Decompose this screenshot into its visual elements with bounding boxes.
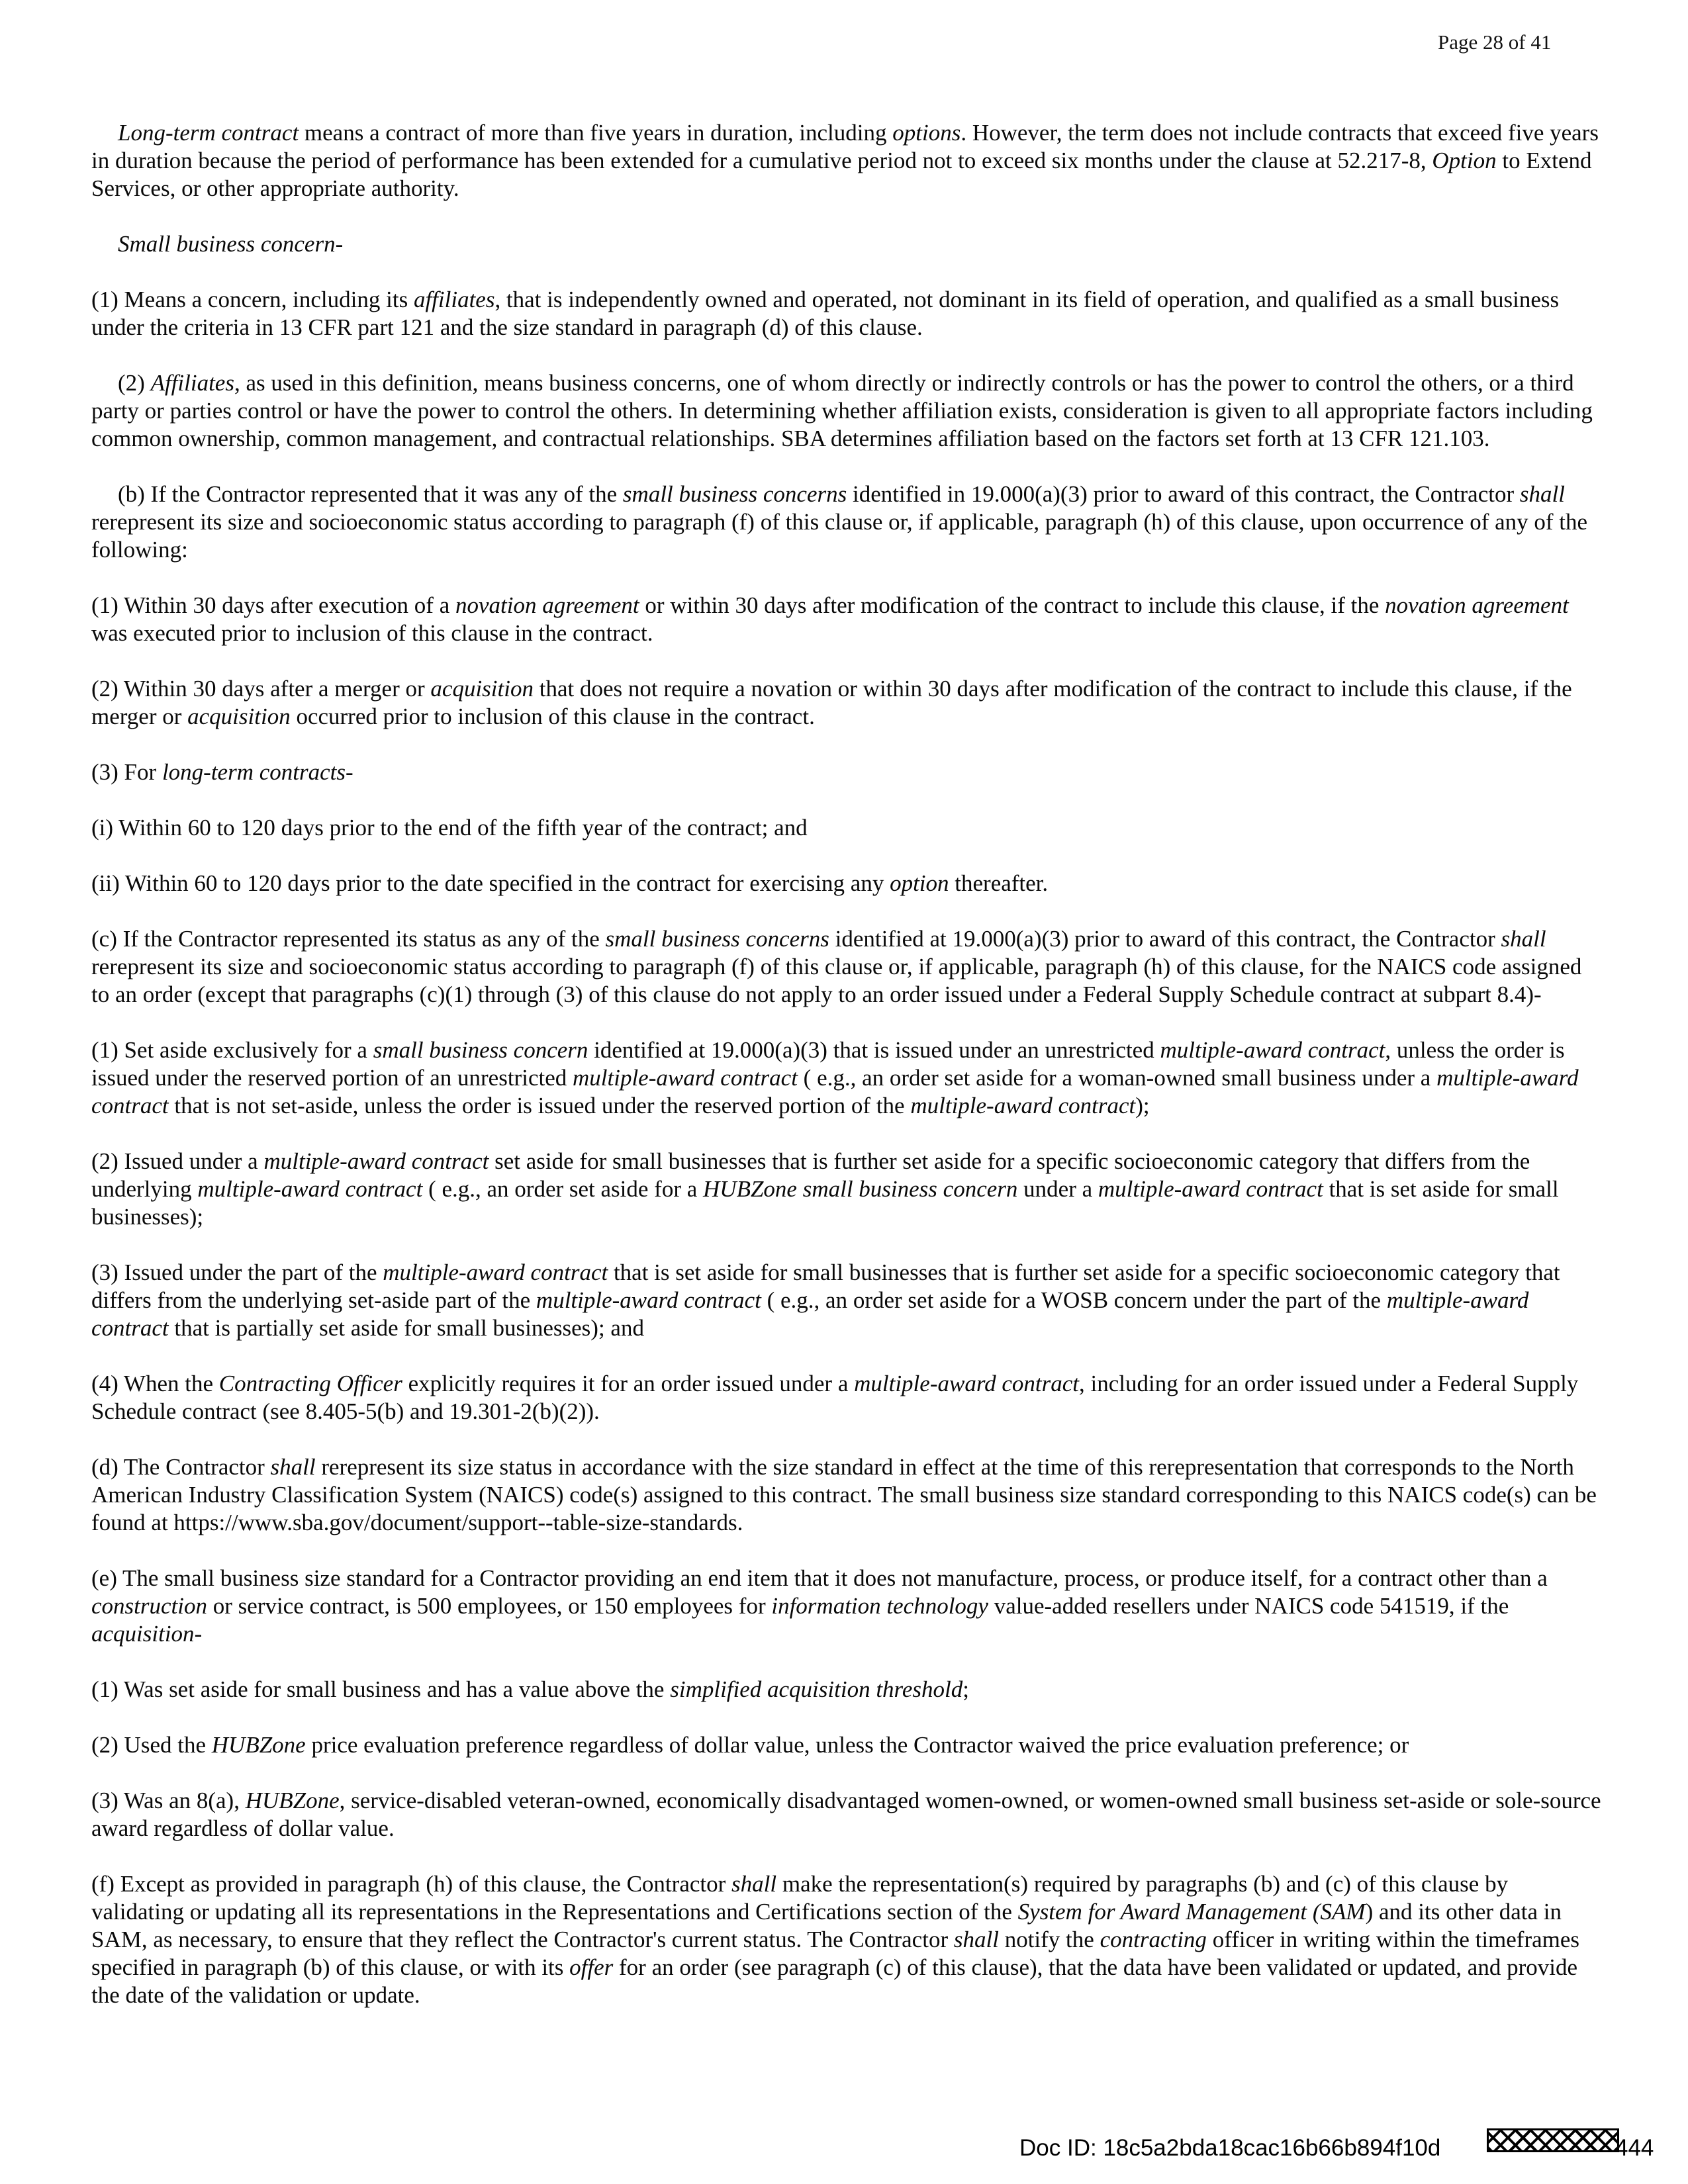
italic-term: multiple-award contract [91,1065,1579,1118]
paragraph [91,480,1602,564]
text-run: ); [1135,1093,1150,1118]
text-run: occurred prior to inclusion of this clause in the contract. [290,704,815,729]
page-number: Page 28 of 41 [1438,30,1552,54]
doc-id-suffix: 444 [1615,2135,1654,2161]
paragraph [91,814,1602,842]
text-run: , as used in this definition, means business concerns, one of whom directly or indirectly controls or has the power to control the others, or a third party or parties control or have the power to control the others. In determining whether affiliation exists, consideration is given to all appropriate factors including common ownership, common management, and contractual relationships. SBA determines affiliation based on the factors set forth at 13 CFR 121.103. [91,370,1593,451]
paragraph [91,1870,1602,2009]
text-run: or within 30 days after modification of the contract to include this clause, if the [639,592,1385,618]
italic-term: multiple-award contract [536,1287,761,1313]
paragraph [91,925,1602,1009]
text-run: ; [962,1676,969,1702]
paragraph [91,675,1602,731]
text-run: , including for an order issued under a Federal Supply Schedule contract (see 8.405-5(b) and 19.301-2(b)(2)). [91,1371,1579,1424]
italic-term: HUBZone [211,1732,306,1758]
italic-term: Long-term contract [118,120,299,146]
text-run: (1) Means a concern, including its [91,287,414,312]
paragraph [91,592,1602,647]
text-run: (d) The Contractor [91,1454,271,1480]
italic-term: small business concern [373,1037,588,1063]
text-run: ( e.g., an order set aside for a woman-owned small business under a [797,1065,1437,1091]
italic-term: novation agreement [455,592,639,618]
italic-term: option [890,870,949,896]
italic-term: offer [569,1954,614,1980]
text-run: (e) The small business size standard for a Contractor providing an end item that it does not manufacture, process, or produce itself, for a contract other than a [91,1565,1548,1591]
italic-term: construction [91,1593,207,1619]
text-run: - [335,231,344,257]
doc-id: Doc ID: 18c5a2bda18cac16b66b894f10d [1019,2135,1441,2161]
paragraph [91,1036,1602,1120]
text-run: set aside for small businesses that is further set aside for a specific socioeconomic category that differs from the underlying [91,1148,1530,1202]
italic-term: long-term contracts [162,759,346,785]
italic-term: affiliates [413,287,495,312]
italic-term: multiple-award contract [1160,1037,1385,1063]
paragraph [91,1259,1602,1342]
italic-term: Small business concern [118,231,336,257]
text-run: (3) Issued under the part of the [91,1259,383,1285]
text-run: (ii) Within 60 to 120 days prior to the date specified in the contract for exercising any [91,870,890,896]
italic-term: small business concerns [605,926,829,952]
italic-term: Affiliates [150,370,234,396]
italic-term: shall [270,1454,316,1480]
italic-term: shall [731,1871,777,1897]
text-run: value-added resellers under NAICS code 541519, if the [988,1593,1509,1619]
text-run: make the representation(s) required by paragraphs (b) and (c) of this clause by validating or updating all its representations in the Representations and Certifications section of the [91,1871,1509,1925]
text-run: , unless the order is issued under the reserved portion of an unrestricted [91,1037,1565,1091]
text-run: (4) When the [91,1371,219,1396]
text-run: (2) Issued under a [91,1148,264,1174]
italic-term: HUBZone [245,1788,340,1813]
paragraph [91,1370,1602,1426]
italic-term: acquisition [430,676,534,702]
italic-term: small business concerns [622,481,847,507]
italic-term: simplified acquisition threshold [670,1676,963,1702]
italic-term: multiple-award contract [91,1287,1529,1341]
paragraph [91,1731,1602,1759]
text-run: (1) Within 30 days after execution of a [91,592,455,618]
text-run: means a contract of more than five years in duration, including [299,120,893,146]
text-run: (2) Within 30 days after a merger or [91,676,431,702]
text-run: thereafter. [949,870,1049,896]
paragraph [91,1453,1602,1537]
text-run: identified in 19.000(a)(3) prior to award of this contract, the Contractor [847,481,1520,507]
text-run: that is not set-aside, unless the order is issued under the reserved portion of the [168,1093,911,1118]
italic-term: contracting [1100,1927,1207,1952]
paragraph [91,758,1602,786]
italic-term: shall [1519,481,1565,507]
paragraph [91,119,1602,203]
paragraph [91,1787,1602,1843]
text-run: (2) [118,370,151,396]
italic-term: multiple-award contract [383,1259,608,1285]
text-run: that is partially set aside for small businesses); and [168,1315,644,1341]
text-run: . However, the term does not include contracts that exceed five years in duration because the period of performance has been extended for a cumulative period not to exceed six months under the clause at 52.217-8, [91,120,1599,173]
text-run: under a [1017,1176,1098,1202]
text-run: for an order (see paragraph (c) of this clause), that the data have been validated or updated, and provide the date of the validation or update. [91,1954,1577,2008]
italic-term: novation agreement [1385,592,1569,618]
italic-term: multiple-award contract [263,1148,489,1174]
italic-term: shall [953,1927,999,1952]
text-run: rerepresent its size and socioeconomic status according to paragraph (f) of this clause or, if applicable, paragraph (h) of this clause, for the NAICS code assigned to an order (except that paragraphs (c)(1) through (3) of this clause do not apply to an order issued under a Federal Supply Schedule contract at subpart 8.4)- [91,954,1582,1007]
text-run: ( e.g., an order set aside for a [422,1176,704,1202]
text-run: (3) Was an 8(a), [91,1788,246,1813]
text-run: identified at 19.000(a)(3) that is issued under an unrestricted [588,1037,1160,1063]
italic-term: multiple-award contract [573,1065,798,1091]
text-run: that does not require a novation or within 30 days after modification of the contract to include this clause, if the merger or [91,676,1572,729]
italic-term: acquisition [91,1621,195,1647]
text-run: (3) For [91,759,162,785]
italic-term: Option [1432,148,1497,173]
text-run: that is set aside for small businesses that is further set aside for a specific socioeconomic category that differs from the underlying set-aside part of the [91,1259,1560,1313]
italic-term: multiple-award contract [197,1176,423,1202]
text-run: - [345,759,353,785]
text-run: (b) If the Contractor represented that it was any of the [118,481,623,507]
text-run: price evaluation preference regardless of dollar value, unless the Contractor waived the price evaluation preference; or [305,1732,1409,1758]
italic-term: shall [1501,926,1546,952]
italic-term: Contracting Officer [218,1371,402,1396]
text-run: officer in writing within the timeframes specified in paragraph (b) of this clause, or with its [91,1927,1580,1980]
redaction-mark [1487,2128,1619,2152]
italic-term: multiple-award contract [854,1371,1080,1396]
italic-term: multiple-award contract [910,1093,1136,1118]
text-run: rerepresent its size status in accordance with the size standard in effect at the time of this rerepresentation that corresponds to the North American Industry Classification System (NAICS) code(s) assigned to this contract. The small business size standard corresponding to this NAICS code(s) can be found at https://www.sba.gov/document/support--table-size-standards. [91,1454,1597,1535]
italic-term: multiple-award contract [1098,1176,1323,1202]
text-run: , that is independently owned and operated, not dominant in its field of operation, and qualified as a small business under the criteria in 13 CFR part 121 and the size standard in paragraph (d) of this clause. [91,287,1560,340]
text-run: rerepresent its size and socioeconomic status according to paragraph (f) of this clause or, if applicable, paragraph (h) of this clause, upon occurrence of any of the following: [91,509,1588,563]
document-body [91,119,1602,2037]
text-run: - [194,1621,203,1647]
text-run: notify the [998,1927,1100,1952]
paragraph [91,870,1602,897]
paragraph [91,286,1602,341]
text-run: or service contract, is 500 employees, or 150 employees for [207,1593,772,1619]
text-run: (1) Was set aside for small business and has a value above the [91,1676,671,1702]
text-run: (i) Within 60 to 120 days prior to the end of the fifth year of the contract; and [91,815,808,841]
paragraph [91,1565,1602,1648]
italic-term: System for Award Management (SAM [1017,1899,1366,1925]
text-run: , service-disabled veteran-owned, economically disadvantaged women-owned, or women-owned small business set-aside or sole-source award regardless of dollar value. [91,1788,1601,1841]
paragraph [91,1676,1602,1704]
text-run: (1) Set aside exclusively for a [91,1037,373,1063]
text-run: ) and its other data in SAM, as necessary, to ensure that they reflect the Contractor's current status. The Contractor [91,1899,1562,1952]
text-run: (c) If the Contractor represented its status as any of the [91,926,606,952]
italic-term: information technology [771,1593,988,1619]
italic-term: options [892,120,961,146]
text-run: to Extend Services, or other appropriate authority. [91,148,1592,201]
text-run: was executed prior to inclusion of this clause in the contract. [91,620,653,646]
paragraph [91,1148,1602,1231]
text-run: ( e.g., an order set aside for a WOSB concern under the part of the [761,1287,1387,1313]
text-run: that is set aside for small businesses); [91,1176,1559,1230]
paragraph [91,230,1602,258]
text-run: identified at 19.000(a)(3) prior to award of this contract, the Contractor [829,926,1501,952]
italic-term: HUBZone small business concern [703,1176,1018,1202]
italic-term: acquisition [187,704,291,729]
text-run: (2) Used the [91,1732,212,1758]
paragraph [91,369,1602,453]
text-run: (f) Except as provided in paragraph (h) of this clause, the Contractor [91,1871,732,1897]
text-run: explicitly requires it for an order issued under a [402,1371,855,1396]
